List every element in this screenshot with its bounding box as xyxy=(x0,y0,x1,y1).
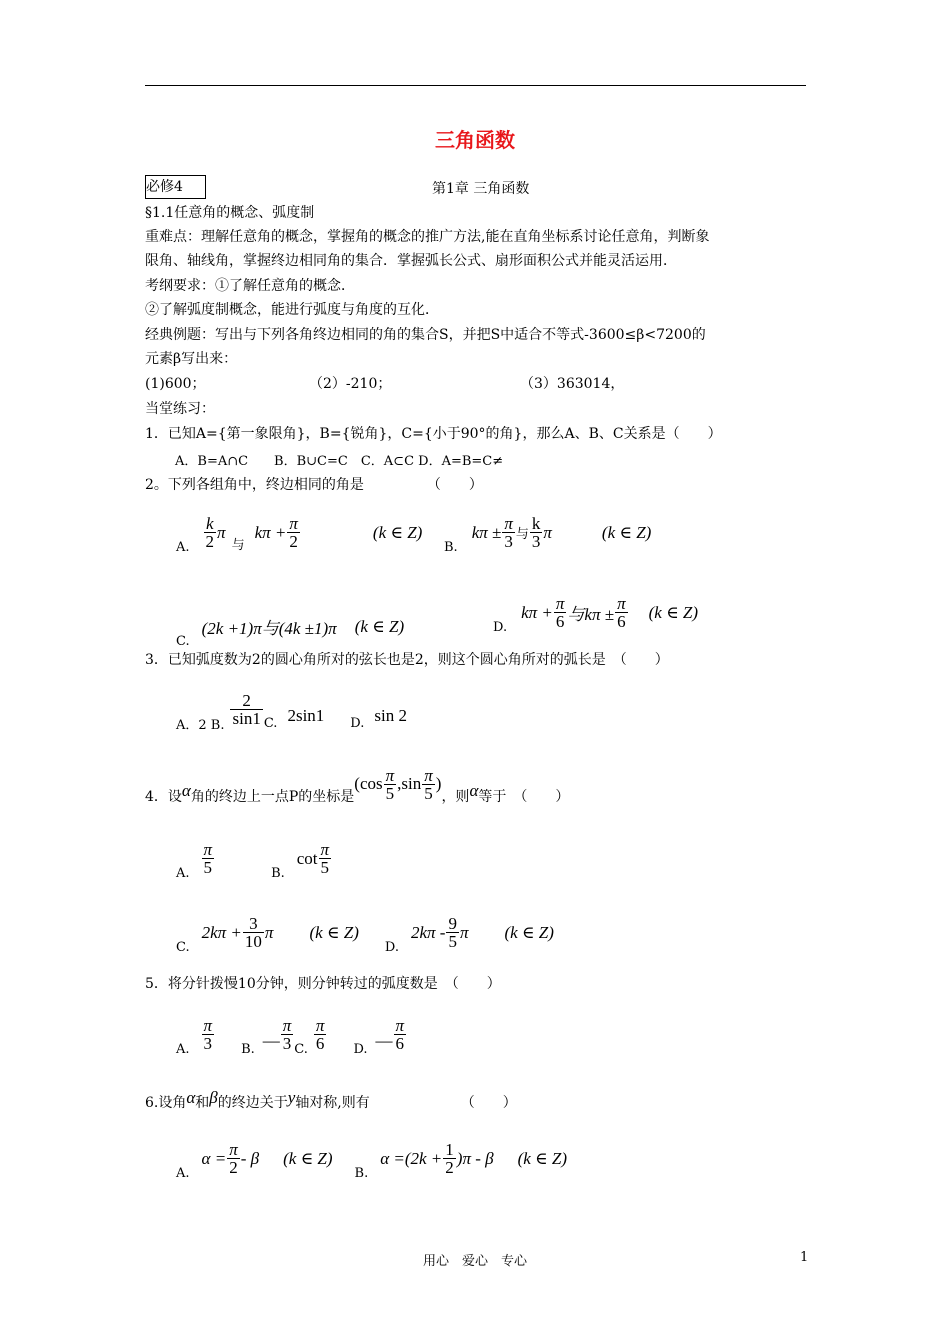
example-item-2: （2）-210； xyxy=(309,376,392,392)
book-label-box: 必修4 xyxy=(145,175,206,199)
fraction: $\frac{\pi}{5}$ xyxy=(385,765,395,803)
fraction: $\frac{\pi}{2}$ xyxy=(229,1140,238,1177)
q3-options: A．2 B. $\frac{2}{\sin 1}$ C. 2sin1 D. sin 2 xyxy=(176,691,407,733)
q6-options: A. α = $\frac{\pi}{2}$ - β (k ∈ Z) B. α =(2k + $\frac{1}{2}$ )π - β (k ∈ Z) xyxy=(176,1140,567,1181)
page-title: 三角函数 xyxy=(435,128,515,152)
question-1: 1．已知A={第一象限角}，B={锐角}，C={小于90°的角}，那么A、B、C关系是（ ） xyxy=(145,426,722,442)
question-3: 3．已知弧度数为2的圆心角所对的弦长也是2，则这个圆心角所对的弧长是 （ ） xyxy=(145,652,669,668)
example-item-1: (1)600； xyxy=(145,376,206,392)
fraction: $\frac{2}{\sin 1}$ xyxy=(232,691,261,728)
example-item-3: （3）363014， xyxy=(520,376,625,392)
question-5: 5．将分针拨慢10分钟，则分钟转过的弧度数是 （ ） xyxy=(145,976,501,992)
question-4: 4．设 α 角的终边上一点P的坐标是 (cos $\frac{\pi}{5}$ ,sin $\frac{\pi}{5}$ ) ，则 α 等于 （ ） xyxy=(145,765,570,805)
question-1-options: A．B=A∩C B．B∪C=C C．A⊂C D．A=B=C≠ xyxy=(175,454,504,469)
fraction: $\frac{\pi}{5}$ xyxy=(320,840,330,877)
example-line-1: 经典例题：写出与下列各角终边相同的角的集合S，并把S中适合不等式-3600≤β<7200的 xyxy=(145,327,706,343)
chapter-title: 第1章 三角函数 xyxy=(432,181,530,197)
practice-heading: 当堂练习： xyxy=(145,401,215,417)
page-number: 1 xyxy=(800,1250,809,1265)
fraction: $\frac{\pi}{2}$ xyxy=(289,514,298,551)
question-2: 2。下列各组角中，终边相同的角是 （ ） xyxy=(145,477,483,493)
fraction: $\frac{\pi}{3}$ xyxy=(203,1016,213,1053)
key-points-line-2: 限角、轴线角，掌握终边相同角的集合．掌握弧长公式、扇形面积公式并能灵活运用． xyxy=(145,253,677,269)
q2-option-a: A. $\frac{k}{2}$ π 与 kπ + $\frac{\pi}{2}$ (k ∈ Z) xyxy=(176,514,423,555)
fraction: $\frac{\pi}{5}$ xyxy=(203,840,213,877)
footer-motto: 用心 爱心 专心 xyxy=(422,1254,527,1269)
fraction: $\frac{k}{3}$ xyxy=(531,514,541,551)
q2-option-c: C. (2k +1)π与(4k ±1)π (k ∈ Z) xyxy=(176,616,405,649)
section-title: §1.1任意角的概念、弧度制 xyxy=(145,205,315,221)
question-6: 6.设角 α 和 β 的终边关于 y 轴对称,则有 （ ） xyxy=(145,1088,517,1111)
option-label: A. xyxy=(176,540,190,555)
fraction: $\frac{\pi}{3}$ xyxy=(504,514,513,551)
fraction: $\frac{\pi}{6}$ xyxy=(395,1016,405,1053)
fraction: $\frac{3}{10}$ xyxy=(244,914,262,951)
fraction: $\frac{9}{5}$ xyxy=(448,914,457,951)
syllabus-line-1: 考纲要求：①了解任意角的概念． xyxy=(145,278,355,294)
fraction: $\frac{\pi}{3}$ xyxy=(282,1016,292,1053)
fraction: $\frac{\pi}{6}$ xyxy=(555,594,565,631)
header-rule xyxy=(145,85,806,86)
example-line-2: 元素β写出来： xyxy=(145,351,238,367)
q2-option-d: D. kπ + $\frac{\pi}{6}$ 与kπ ± $\frac{\pi}{6}$ (k ∈ Z) xyxy=(493,594,699,635)
fraction: $\frac{k}{2}$ xyxy=(205,514,215,551)
q4-options-cd: C. 2kπ + $\frac{3}{10}$ π (k ∈ Z) D. 2kπ - $\frac{9}{5}$ π (k ∈ Z) xyxy=(176,914,554,955)
fraction: $\frac{\pi}{5}$ xyxy=(424,765,433,803)
fraction: $\frac{\pi}{6}$ xyxy=(315,1016,325,1053)
fraction: $\frac{\pi}{6}$ xyxy=(617,594,626,631)
syllabus-line-2: ②了解弧度制概念，能进行弧度与角度的互化． xyxy=(145,302,439,318)
q4-options-ab: A. $\frac{\pi}{5}$ B. cot $\frac{\pi}{5}$ xyxy=(176,840,330,881)
fraction: $\frac{1}{2}$ xyxy=(445,1140,454,1177)
q5-options: A. $\frac{\pi}{3}$ B. — $\frac{\pi}{3}$ C. $\frac{\pi}{6}$ D. — $\frac{\pi}{6}$ xyxy=(176,1016,405,1057)
q2-option-b: B. kπ ± $\frac{\pi}{3}$ 与 $\frac{k}{3}$ π (k ∈ Z) xyxy=(444,514,652,555)
key-points-line-1: 重难点：理解任意角的概念，掌握角的概念的推广方法,能在直角坐标系讨论任意角，判断象 xyxy=(145,229,710,245)
